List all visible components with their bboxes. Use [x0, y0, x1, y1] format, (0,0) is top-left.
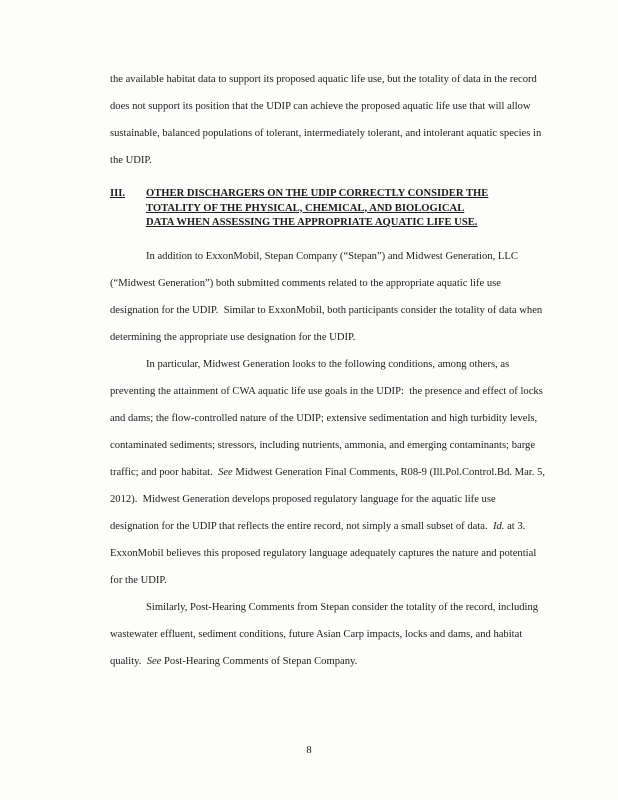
section-heading	[110, 187, 546, 231]
section-heading-text	[146, 187, 488, 231]
page-number: 8	[306, 745, 312, 756]
text-run: Post-Hearing Comments of Stepan Company.	[161, 655, 358, 667]
intro-paragraph: the available habitat data to support its proposed aquatic life use, but the totality of data in the record does not support its position that the UDIP can achieve the proposed aquatic life use that will allow sustainable, balanced populations of tolerant, intermediately tolerant, and intolerant aquatic species in the UDIP.	[110, 74, 544, 166]
citation-see: See	[146, 655, 162, 667]
heading-line-2: TOTALITY OF THE PHYSICAL, CHEMICAL, AND BIOLOGICAL	[146, 202, 465, 214]
page-content	[110, 66, 546, 675]
paragraph-stepan-midwest: In addition to ExxonMobil, Stepan Company (“Stepan”) and Midwest Generation, LLC (“Midwest Generation”) both submitted comments related to the appropriate aquatic life use designation for the UDIP. Similar to ExxonMobil, both participants consider the totality of data when determining the appropriate use designation for the UDIP.	[110, 250, 545, 343]
paragraph-midwest	[110, 351, 546, 594]
text-run: In particular, Midwest Generation looks to the following conditions, among others, as preventing the attainment of CWA aquatic life use goals in the UDIP: the presence and effect of locks and dams; the flow-controlled nature of the UDIP; extensive sedimentation and high turbidity levels, contaminated sediments; stressors, including nutrients, ammonia, and emerging contaminants; barge traffic; and poor habitat.	[110, 358, 546, 478]
heading-line-1: OTHER DISCHARGERS ON THE UDIP CORRECTLY CONSIDER THE	[146, 188, 489, 199]
text-run: Similarly, Post-Hearing Comments from Stepan consider the totality of the record, including wastewater effluent, sediment conditions, future Asian Carp impacts, locks and dams, and habitat quality.	[110, 601, 541, 667]
citation-id: Id.	[492, 520, 505, 532]
section-number: III.	[110, 188, 126, 199]
citation-see: See	[218, 466, 233, 478]
text-run: at 3. ExxonMobil believes this proposed regulatory language adequately captures the nature and potential for the UDIP.	[110, 520, 539, 586]
paragraph-stepan	[110, 594, 546, 675]
heading-line-3: DATA WHEN ASSESSING THE APPROPRIATE AQUATIC LIFE USE.	[146, 217, 478, 228]
text-run: Midwest Generation Final Comments, R08-9 (Ill.Pol.Control.Bd. Mar. 5, 2012). Midwest Generation develops proposed regulatory language for the aquatic life use designation for the UDIP that reflects the entire record, not simply a small subset of data.	[110, 466, 548, 532]
